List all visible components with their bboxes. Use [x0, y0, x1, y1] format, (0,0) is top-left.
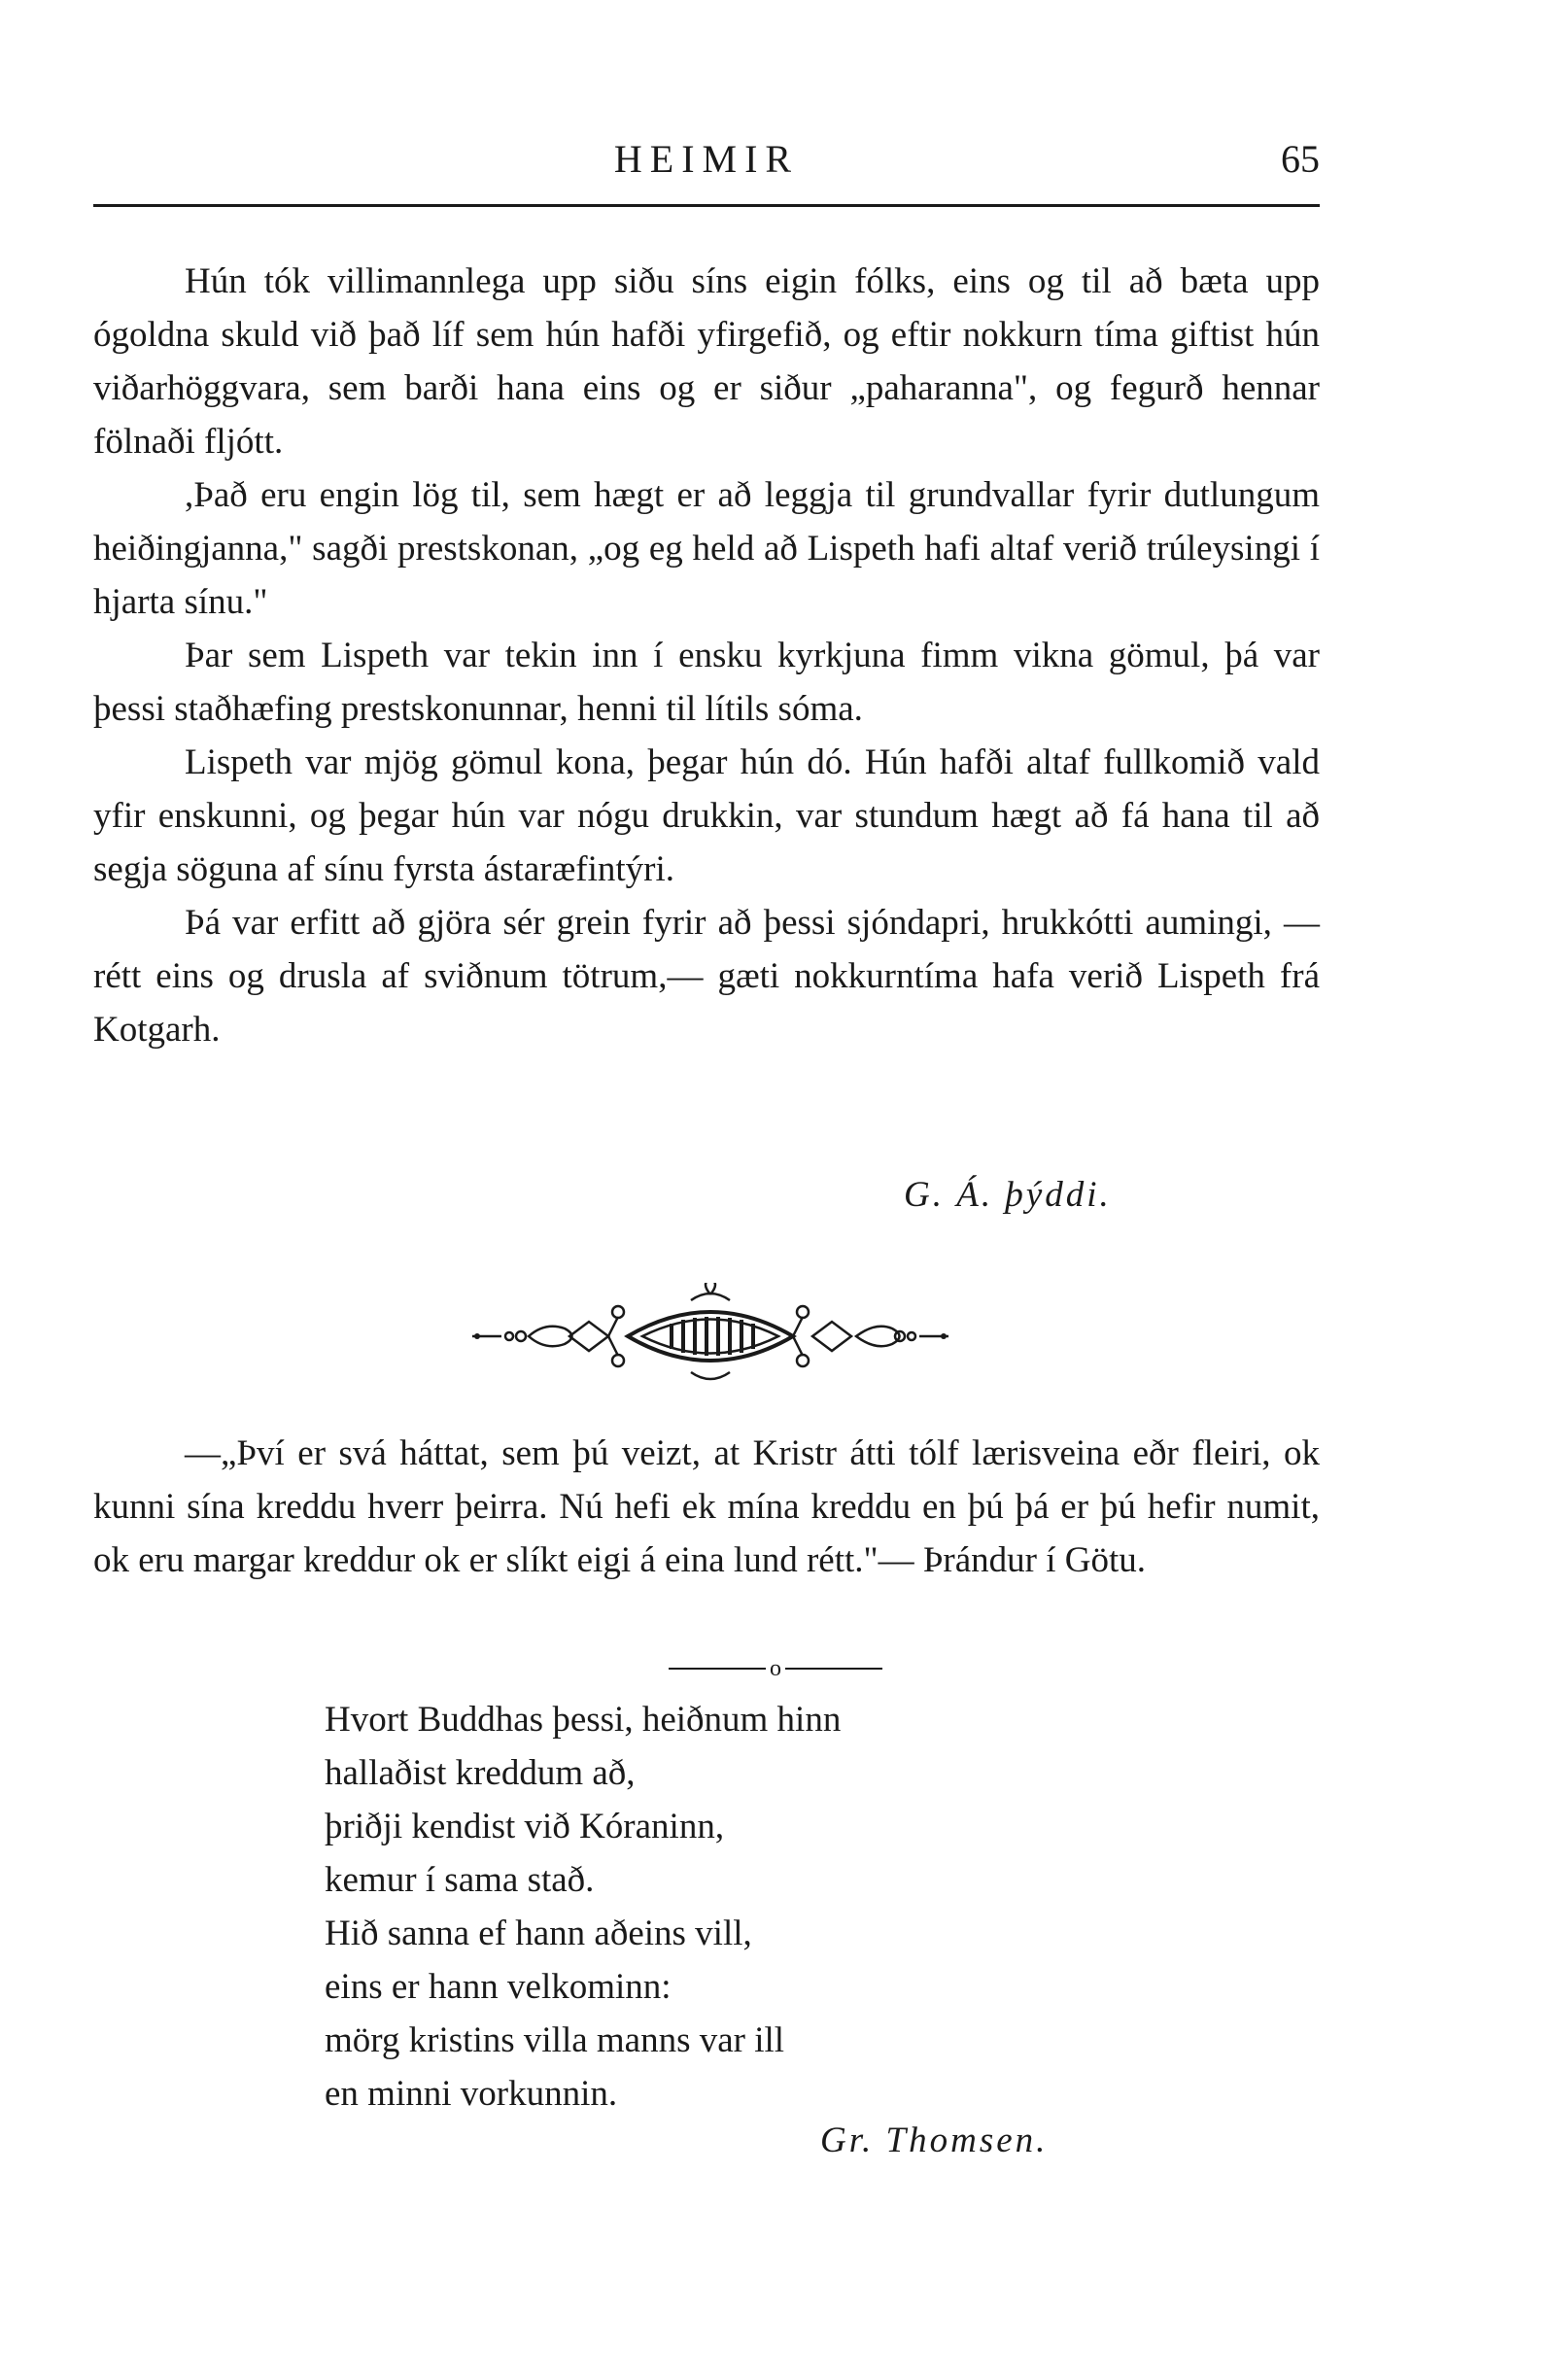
ornament-divider-icon	[472, 1283, 948, 1390]
poem-line: þriðji kendist við Kóraninn,	[325, 1807, 725, 1846]
poem	[325, 1693, 1199, 2121]
poet-signature: Gr. Thomsen.	[820, 2121, 1049, 2160]
poem-line: Hið sanna ef hann aðeins vill,	[325, 1914, 752, 1953]
translator-signature: G. Á. þýddi.	[904, 1175, 1112, 1215]
poem-line: hallaðist kreddum að,	[325, 1753, 636, 1793]
quote-block	[93, 1427, 1320, 1587]
header-rule	[93, 204, 1320, 207]
paragraph: Hún tók villimannlega upp siðu síns eigin fólks, eins og til að bæta upp ógoldna skuld við það líf sem hún hafði yfirgefið, og eftir nokkurn tíma giftist hún viðarhöggvara, sem barði hana eins og er siður „paharanna", og fegurð hennar fölnaði fljótt.	[93, 261, 1320, 462]
poem-line: eins er hann velkominn:	[325, 1967, 672, 2007]
paragraph: Þar sem Lispeth var tekin inn í ensku kyrkjuna fimm vikna gömul, þá var þessi staðhæfing prestskonunnar, henni til lítils sóma.	[93, 636, 1320, 729]
separator-mark: o	[770, 1655, 781, 1681]
running-title: HEIMIR	[613, 137, 800, 181]
paragraph: ,Það eru engin lög til, sem hægt er að leggja til grundvallar fyrir dutlungum heiðingjanna," sagði prestskonan, „og eg held að Lispeth hafi altaf verið trúleysingi í hjarta sínu."	[93, 475, 1320, 622]
poem-line: mörg kristins villa manns var ill	[325, 2020, 785, 2060]
poem-line: kemur í sama stað.	[325, 1860, 595, 1900]
paragraph: Lispeth var mjög gömul kona, þegar hún dó. Hún hafði altaf fullkomið vald yfir enskunni, og þegar hún var nógu drukkin, var stundum hægt að fá hana til að segja söguna af sínu fyrsta ástaræfintýri.	[93, 742, 1320, 889]
section-separator	[0, 1652, 1551, 1683]
page-header	[93, 136, 1320, 194]
page-number: 65	[1281, 137, 1320, 181]
poem-line: Hvort Buddhas þessi, heiðnum hinn	[325, 1700, 842, 1740]
poem-line: en minni vorkunnin.	[325, 2074, 618, 2114]
separator-dash	[669, 1668, 766, 1670]
separator-dash	[785, 1668, 882, 1670]
quote-text: —„Því er svá háttat, sem þú veizt, at Kristr átti tólf lærisveina eðr fleiri, ok kunni sína kreddu hverr þeirra. Nú hefi ek mína kreddu en þú þá er þú hefir numit, ok eru margar kreddur ok er slíkt eigi á eina lund rétt."— Þrándur í Götu.	[93, 1433, 1320, 1580]
story-text	[93, 255, 1320, 1056]
paragraph: Þá var erfitt að gjöra sér grein fyrir að þessi sjóndapri, hrukkótti aumingi, —rétt eins og drusla af sviðnum tötrum,— gæti nokkurntíma hafa verið Lispeth frá Kotgarh.	[93, 903, 1320, 1050]
